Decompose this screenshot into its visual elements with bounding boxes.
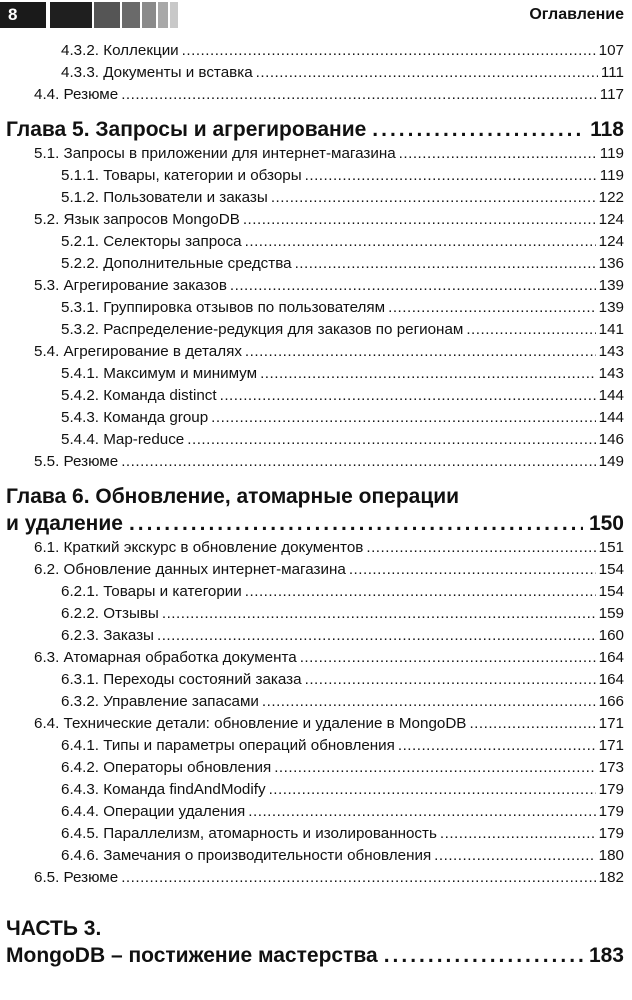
toc-entry [0, 341, 632, 363]
toc-entry-page: 124 [598, 211, 624, 228]
toc-entry-page: 179 [598, 781, 624, 798]
dot-leader [243, 209, 596, 231]
toc-entry-label: 6.5. Резюме [34, 869, 119, 886]
dot-leader [384, 942, 583, 969]
part-title: MongoDB – постижение мастерства [6, 944, 378, 967]
toc-entry-page: 154 [598, 583, 624, 600]
toc-entry-page: 139 [598, 277, 624, 294]
toc-entry-page: 173 [598, 759, 624, 776]
toc-entry-label: 6.2. Обновление данных интернет-магазина [34, 561, 346, 578]
toc-entry-label: 5.4.3. Команда group [61, 409, 209, 426]
toc-entry-label: 6.4.6. Замечания о производительности обновления [61, 847, 432, 864]
toc-entry-label: 6.4.3. Команда findAndModify [61, 781, 266, 798]
dot-leader [269, 779, 596, 801]
toc-entry-label: 6.3. Атомарная обработка документа [34, 649, 297, 666]
toc-entry [0, 297, 632, 319]
toc-entry-page: 143 [598, 343, 624, 360]
toc-entry [0, 603, 632, 625]
toc-entry-page: 136 [598, 255, 624, 272]
toc-entry-page: 179 [598, 825, 624, 842]
toc-entry-label: 5.3.1. Группировка отзывов по пользователям [61, 299, 386, 316]
header-bar [158, 2, 168, 28]
chapter-6-heading-line1: Глава 6. Обновление, атомарные операции [6, 485, 460, 508]
toc-entry-page: 107 [598, 42, 624, 59]
header-bar [122, 2, 140, 28]
toc-entry-page: 151 [598, 539, 624, 556]
toc-entry-page: 171 [598, 715, 624, 732]
toc-entry-page: 119 [599, 167, 624, 184]
toc-entry-page: 139 [598, 299, 624, 316]
dot-leader [398, 735, 596, 757]
dot-leader [220, 385, 596, 407]
toc-entry-label: 5.4. Агрегирование в деталях [34, 343, 242, 360]
toc-entry-page: 179 [598, 803, 624, 820]
toc-entry [0, 647, 632, 669]
part-3-label: ЧАСТЬ 3. [6, 917, 102, 940]
toc-entry-label: 6.2.3. Заказы [61, 627, 154, 644]
toc-entry-label: 5.1. Запросы в приложении для интернет-магазина [34, 145, 396, 162]
toc-entry-label: 6.3.1. Переходы состояний заказа [61, 671, 302, 688]
toc-entry-page: 171 [598, 737, 624, 754]
toc-entry [0, 407, 632, 429]
header-bar [50, 2, 92, 28]
toc-entry [0, 209, 632, 231]
toc-entry [0, 867, 632, 889]
toc-entry [0, 757, 632, 779]
dot-leader [230, 275, 596, 297]
toc-entry-label: 5.4.2. Команда distinct [61, 387, 217, 404]
chapter-6-heading [0, 510, 632, 537]
toc-entry [0, 319, 632, 341]
toc-entry-label: 5.4.1. Максимум и минимум [61, 365, 258, 382]
toc-entry-label: 6.4.2. Операторы обновления [61, 759, 272, 776]
toc-entry-label: 6.3.2. Управление запасами [61, 693, 259, 710]
toc-entry [0, 735, 632, 757]
toc-entry-page: 144 [598, 409, 624, 426]
dot-leader [440, 823, 596, 845]
toc-entry-label: 5.1.1. Товары, категории и обзоры [61, 167, 302, 184]
toc-entry [0, 84, 632, 106]
toc-entry-label: 6.4.4. Операции удаления [61, 803, 246, 820]
toc-entry-page: 154 [598, 561, 624, 578]
toc-entry-label: 4.4. Резюме [34, 86, 119, 103]
dot-leader [157, 625, 596, 647]
toc-entry-page: 159 [598, 605, 624, 622]
dot-leader [434, 845, 595, 867]
toc-entry-page: 149 [598, 453, 624, 470]
toc-entry-label: 5.2. Язык запросов MongoDB [34, 211, 240, 228]
toc-entry [0, 363, 632, 385]
header-bar [94, 2, 120, 28]
table-of-contents [0, 40, 632, 969]
toc-entry [0, 275, 632, 297]
toc-entry-label: 6.1. Краткий экскурс в обновление документов [34, 539, 364, 556]
toc-entry-page: 164 [598, 649, 624, 666]
dot-leader [187, 429, 595, 451]
toc-entry-page: 122 [598, 189, 624, 206]
toc-entry-page: 160 [598, 627, 624, 644]
part-page: 183 [588, 944, 624, 967]
dot-leader [372, 116, 584, 143]
chapter-page: 150 [588, 512, 624, 535]
toc-entry-page: 146 [598, 431, 624, 448]
chapter-page: 118 [590, 118, 624, 141]
toc-entry [0, 451, 632, 473]
toc-entry-page: 117 [599, 86, 624, 103]
dot-leader [399, 143, 597, 165]
dot-leader [245, 341, 596, 363]
dot-leader [274, 757, 595, 779]
toc-entry [0, 581, 632, 603]
dot-leader [305, 669, 596, 691]
running-title: Оглавление [529, 6, 624, 23]
dot-leader [366, 537, 595, 559]
toc-entry [0, 385, 632, 407]
toc-entry [0, 845, 632, 867]
toc-entry-page: 164 [598, 671, 624, 688]
toc-entry [0, 143, 632, 165]
dot-leader [388, 297, 596, 319]
toc-entry-label: 5.2.2. Дополнительные средства [61, 255, 292, 272]
toc-entry-label: 5.3. Агрегирование заказов [34, 277, 227, 294]
dot-leader [121, 867, 595, 889]
header-bar [170, 2, 178, 28]
toc-entry-page: 182 [598, 869, 624, 886]
header-bar [142, 2, 156, 28]
dot-leader [349, 559, 596, 581]
toc-entry [0, 625, 632, 647]
dot-leader [121, 451, 595, 473]
toc-entry [0, 165, 632, 187]
toc-entry-label: 5.4.4. Map-reduce [61, 431, 185, 448]
dot-leader [305, 165, 597, 187]
dot-leader [300, 647, 596, 669]
toc-entry [0, 559, 632, 581]
toc-entry [0, 187, 632, 209]
toc-entry-label: 6.2.1. Товары и категории [61, 583, 242, 600]
dot-leader [211, 407, 595, 429]
toc-entry-label: 6.2.2. Отзывы [61, 605, 159, 622]
toc-entry [0, 713, 632, 735]
toc-entry-page: 166 [598, 693, 624, 710]
page-number: 8 [0, 2, 46, 28]
toc-entry-page: 124 [598, 233, 624, 250]
toc-entry-label: 6.4.1. Типы и параметры операций обновления [61, 737, 395, 754]
dot-leader [469, 713, 595, 735]
toc-entry [0, 62, 632, 84]
toc-entry [0, 691, 632, 713]
toc-entry-label: 6.4.5. Параллелизм, атомарность и изолированность [61, 825, 437, 842]
dot-leader [162, 603, 596, 625]
dot-leader [271, 187, 596, 209]
dot-leader [248, 801, 595, 823]
toc-entry [0, 823, 632, 845]
toc-entry-page: 141 [598, 321, 624, 338]
dot-leader [256, 62, 598, 84]
dot-leader [182, 40, 596, 62]
chapter-title: и удаление [6, 512, 123, 535]
dot-leader [121, 84, 597, 106]
toc-entry-page: 144 [598, 387, 624, 404]
chapter-5-heading [0, 116, 632, 143]
toc-entry [0, 801, 632, 823]
dot-leader [245, 581, 596, 603]
dot-leader [466, 319, 595, 341]
toc-entry [0, 429, 632, 451]
dot-leader [262, 691, 596, 713]
toc-entry [0, 537, 632, 559]
toc-entry [0, 253, 632, 275]
chapter-5-entries [0, 143, 632, 473]
toc-entry-page: 119 [599, 145, 624, 162]
chapter-title: Глава 5. Запросы и агрегирование [6, 118, 367, 141]
toc-entry-label: 4.3.3. Документы и вставка [61, 64, 253, 81]
toc-entry-label: 6.4. Технические детали: обновление и удаление в MongoDB [34, 715, 467, 732]
chapter-6-entries [0, 537, 632, 889]
dot-leader [129, 510, 583, 537]
toc-entry-page: 180 [598, 847, 624, 864]
toc-entry-label: 5.3.2. Распределение-редукция для заказов по регионам [61, 321, 464, 338]
toc-entry-label: 5.5. Резюме [34, 453, 119, 470]
toc-entry [0, 231, 632, 253]
toc-entry [0, 779, 632, 801]
toc-entry [0, 40, 632, 62]
toc-entry [0, 669, 632, 691]
toc-entry-page: 143 [598, 365, 624, 382]
dot-leader [245, 231, 596, 253]
part-3-heading [0, 942, 632, 969]
dot-leader [295, 253, 596, 275]
toc-entry-label: 5.1.2. Пользователи и заказы [61, 189, 268, 206]
toc-entry-label: 4.3.2. Коллекции [61, 42, 179, 59]
toc-entry-page: 111 [600, 64, 624, 81]
toc-entry-label: 5.2.1. Селекторы запроса [61, 233, 242, 250]
page-header [0, 0, 632, 30]
dot-leader [260, 363, 596, 385]
